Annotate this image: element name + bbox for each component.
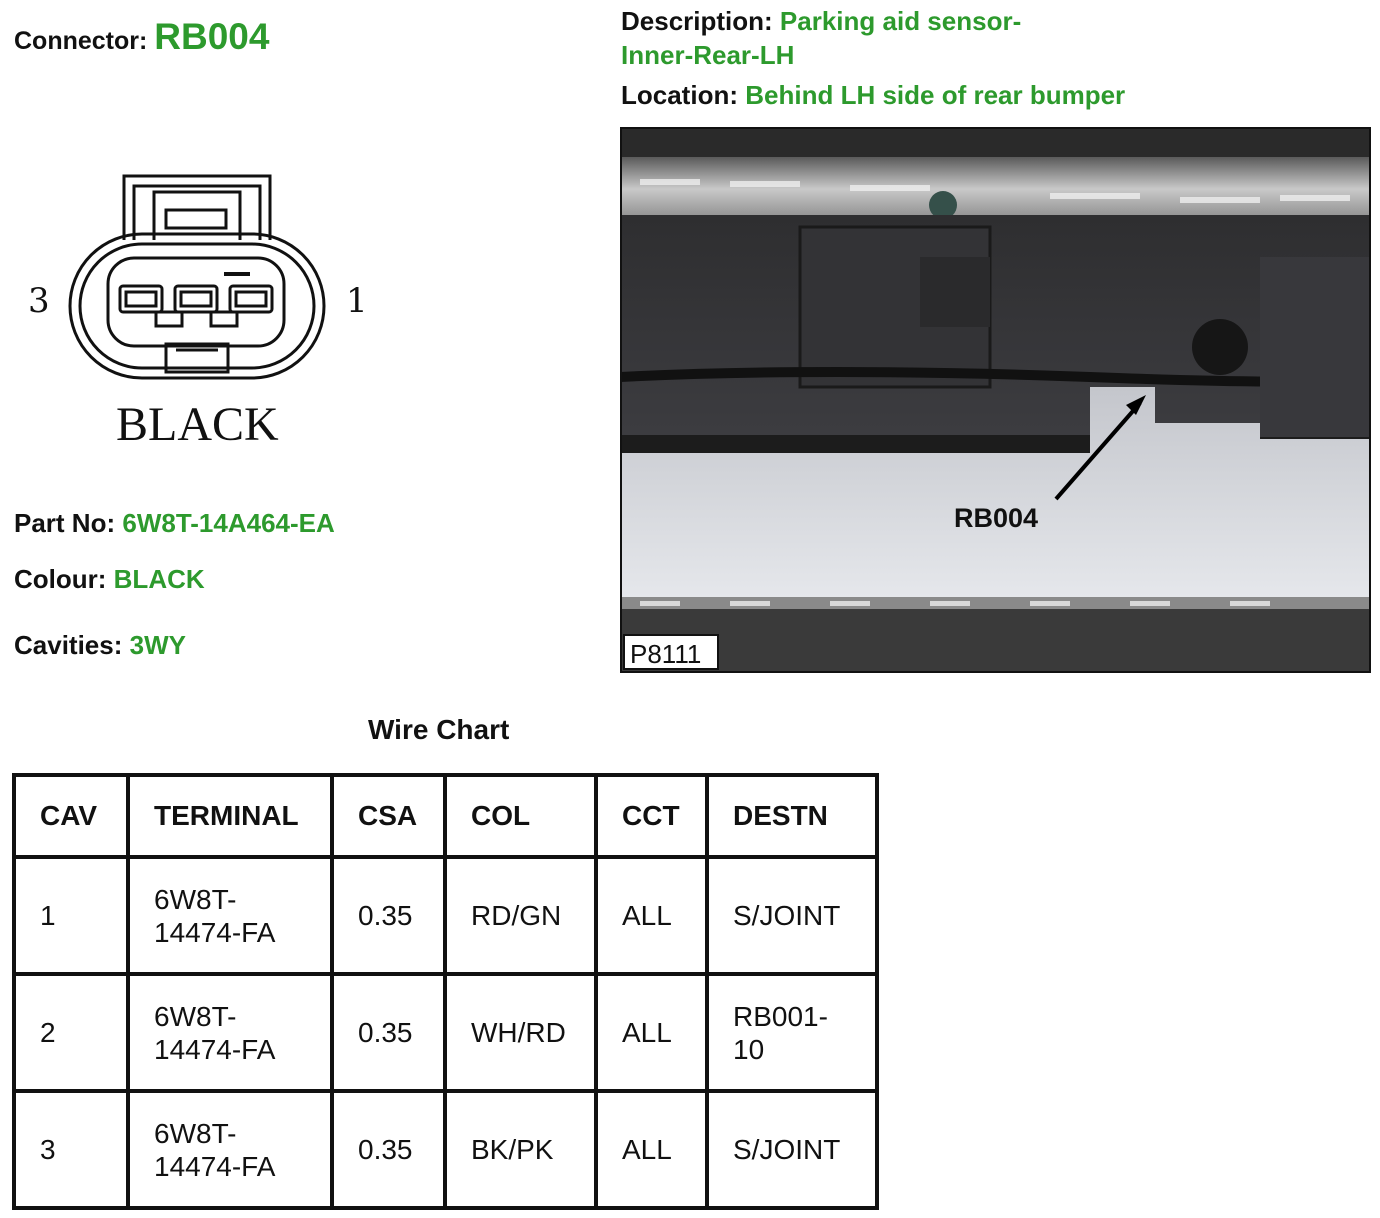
cell-cct: ALL [596, 857, 707, 974]
colour-field [14, 564, 205, 595]
location-value: Behind LH side of rear bumper [745, 80, 1126, 110]
cell-cav: 3 [14, 1091, 128, 1208]
cell-destn: S/JOINT [707, 1091, 877, 1208]
location-label: Location: [621, 80, 738, 110]
table-row [14, 1091, 877, 1208]
pin-1-label: 1 [346, 281, 368, 321]
photo-reference: P8111 [630, 639, 702, 669]
photo-callout-label: RB004 [954, 503, 1039, 533]
description-value-line1: Parking aid sensor- [779, 6, 1022, 36]
description-value-line2: Inner-Rear-LH [621, 40, 795, 70]
cell-csa: 0.35 [332, 857, 445, 974]
connector-label: Connector: [14, 27, 148, 55]
cell-col: BK/PK [445, 1091, 596, 1208]
header-csa: CSA [332, 775, 445, 857]
connector-face-diagram [20, 168, 380, 458]
location-photo [620, 127, 1371, 673]
cell-cav: 1 [14, 857, 128, 974]
header-cav: CAV [14, 775, 128, 857]
cell-terminal: 6W8T- 14474-FA [128, 1091, 332, 1208]
description-field [621, 4, 1021, 72]
table-row [14, 974, 877, 1091]
header-col: COL [445, 775, 596, 857]
header-terminal: TERMINAL [128, 775, 332, 857]
cell-cct: ALL [596, 974, 707, 1091]
description-label: Description: [621, 6, 773, 36]
cell-col: WH/RD [445, 974, 596, 1091]
wire-chart-table [12, 773, 879, 1210]
location-field [621, 80, 1125, 111]
wire-chart-title: Wire Chart [368, 714, 510, 745]
connector-value: RB004 [154, 16, 270, 57]
cell-csa: 0.35 [332, 974, 445, 1091]
connector-field [14, 16, 269, 58]
cell-destn: S/JOINT [707, 857, 877, 974]
cell-cav: 2 [14, 974, 128, 1091]
header-destn: DESTN [707, 775, 877, 857]
cell-terminal: 6W8T- 14474-FA [128, 857, 332, 974]
cavities-label: Cavities: [14, 630, 123, 660]
colour-value: BLACK [113, 564, 205, 594]
cavities-field [14, 630, 186, 661]
cell-col: RD/GN [445, 857, 596, 974]
cell-terminal: 6W8T- 14474-FA [128, 974, 332, 1091]
table-header-row [14, 775, 877, 857]
part-no-label: Part No: [14, 508, 116, 538]
diagram-colour-caption: BLACK [116, 398, 279, 451]
table-row [14, 857, 877, 974]
colour-label: Colour: [14, 564, 107, 594]
header-cct: CCT [596, 775, 707, 857]
cavities-value: 3WY [129, 630, 186, 660]
part-no-field [14, 508, 335, 539]
cell-cct: ALL [596, 1091, 707, 1208]
cell-destn: RB001- 10 [707, 974, 877, 1091]
pin-3-label: 3 [28, 281, 50, 321]
part-no-value: 6W8T-14A464-EA [122, 508, 335, 538]
cell-csa: 0.35 [332, 1091, 445, 1208]
